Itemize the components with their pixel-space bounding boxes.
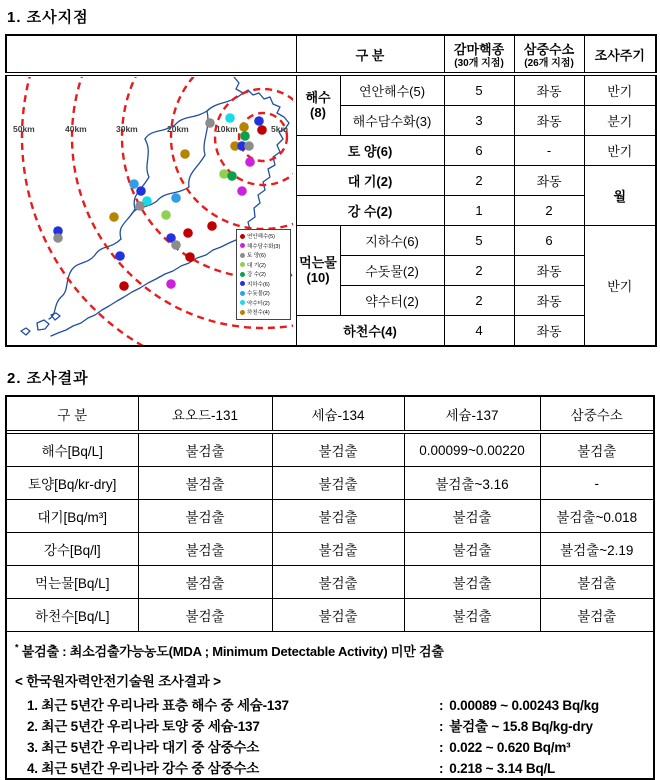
kins-item-separator: :	[439, 761, 444, 776]
sample-point	[207, 221, 217, 231]
cell-air-gamma: 2	[444, 166, 514, 196]
cell-ground-gamma: 5	[444, 226, 514, 256]
legend-item	[240, 289, 289, 299]
sample-point	[136, 186, 146, 196]
col-gamma	[444, 35, 514, 74]
sample-point	[171, 193, 181, 203]
row-soil-iodine: 불검출	[138, 467, 272, 500]
legend-label: 해수담수화(3)	[247, 243, 281, 250]
kins-item-label: 1. 최근 5년간 우리나라 표층 해수 중 세슘-137	[27, 698, 289, 713]
kins-title: < 한국원자력안전기술원 조사결과 >	[15, 674, 221, 689]
kins-item-value: 0.022 ~ 0.620 Bq/m³	[449, 740, 571, 755]
sample-point	[244, 141, 254, 151]
kins-item	[15, 715, 649, 736]
cell-tap-name: 수돗물(2)	[340, 256, 444, 286]
result-col-cs137: 세슘-137	[404, 397, 540, 432]
cell-air-tritium: 좌동	[514, 166, 584, 196]
cell-soil-tritium: -	[514, 136, 584, 166]
row-river-cs134: 불검출	[272, 599, 404, 632]
cell-soil-cycle: 반기	[584, 136, 656, 166]
kins-item-label: 4. 최근 5년간 우리나라 강수 중 삼중수소	[27, 761, 260, 776]
col-tritium-sub: (26개 지점)	[524, 58, 574, 69]
cell-river-tritium: 좌동	[514, 316, 584, 347]
section2-title: 2. 조사결과	[7, 370, 89, 387]
legend-item	[240, 251, 289, 261]
col-cycle: 조사주기	[584, 35, 656, 74]
legend-dot-icon	[240, 253, 245, 258]
kins-item-label: 3. 최근 5년간 우리나라 대기 중 삼중수소	[27, 740, 260, 755]
survey-table	[5, 34, 657, 347]
row-river-tritium: 불검출	[540, 599, 653, 632]
cell-spring-gamma: 2	[444, 286, 514, 316]
row-rain-cs134: 불검출	[272, 533, 404, 566]
cell-tap-gamma: 2	[444, 256, 514, 286]
distance-label: 50km	[13, 123, 35, 134]
kins-item-value: 불검출 ~ 15.8 Bq/kg-dry	[449, 719, 593, 734]
sample-point	[129, 179, 139, 189]
group-drinking-count: (10)	[306, 269, 330, 285]
result-col-tritium: 삼중수소	[540, 397, 653, 432]
cell-air-rain-cycle: 월	[584, 166, 656, 226]
legend-dot-icon	[240, 272, 245, 277]
cell-yeonan-tritium: 좌동	[514, 74, 584, 106]
cell-yeonan-gamma: 5	[444, 74, 514, 106]
sample-point	[245, 157, 255, 167]
result-table	[7, 397, 653, 632]
group-haesu	[296, 74, 340, 136]
sample-point	[240, 131, 250, 141]
sample-point	[227, 171, 237, 181]
kins-item-value: 0.00089 ~ 0.00243 Bq/kg	[449, 698, 599, 713]
sample-point	[161, 210, 171, 220]
row-seawater-tritium: 불검출	[540, 432, 653, 467]
survey-map	[7, 77, 293, 345]
cell-rain-gamma: 1	[444, 196, 514, 226]
result-col-cs134: 세슘-134	[272, 397, 404, 432]
distance-label: 20km	[167, 123, 189, 134]
sample-point	[119, 281, 129, 291]
map-header-cell	[6, 35, 296, 74]
row-air-iodine: 불검출	[138, 500, 272, 533]
cell-soil-gamma: 6	[444, 136, 514, 166]
cell-drink-cycle: 반기	[584, 226, 656, 347]
row-rain-iodine: 불검출	[138, 533, 272, 566]
legend-item	[240, 298, 289, 308]
cell-tap-tritium: 좌동	[514, 256, 584, 286]
sample-point	[109, 212, 119, 222]
cell-soil-name: 토 양(6)	[296, 136, 444, 166]
sample-point	[135, 201, 145, 211]
legend-label: 지하수(6)	[247, 281, 270, 288]
sample-point	[185, 252, 195, 262]
legend-item	[240, 270, 289, 280]
sample-point	[180, 149, 190, 159]
col-gamma-label: 감마핵종	[453, 42, 505, 57]
result-col-gubun: 구 분	[7, 397, 138, 432]
map-legend	[236, 229, 291, 321]
section1-title: 1. 조사지점	[7, 9, 89, 26]
legend-label: 약수터(2)	[247, 300, 270, 307]
kins-item	[15, 694, 649, 715]
cell-spring-name: 약수터(2)	[340, 286, 444, 316]
cell-damsu-name: 해수담수화(3)	[340, 106, 444, 136]
sample-point	[171, 240, 181, 250]
row-air-cs137: 불검출	[404, 500, 540, 533]
cell-river-gamma: 4	[444, 316, 514, 347]
legend-label: 하천수(4)	[247, 310, 270, 317]
group-drinking	[296, 226, 340, 316]
group-haesu-count: (8)	[310, 104, 326, 120]
legend-label: 강 수(2)	[247, 272, 266, 279]
sample-point	[257, 125, 267, 135]
kins-results	[7, 662, 653, 778]
row-soil-tritium: -	[540, 467, 653, 500]
map-cell	[6, 74, 296, 346]
kins-item-separator: :	[439, 740, 444, 755]
sample-point	[166, 279, 176, 289]
cell-spring-tritium: 좌동	[514, 286, 584, 316]
legend-label: 토 양(6)	[247, 253, 266, 260]
row-seawater-label: 해수[Bq/L]	[7, 432, 138, 467]
row-rain-tritium: 불검출~2.19	[540, 533, 653, 566]
row-rain-cs137: 불검출	[404, 533, 540, 566]
kins-item	[15, 757, 649, 778]
sample-point	[53, 233, 63, 243]
kins-item-separator: :	[439, 698, 444, 713]
col-gubun: 구 분	[296, 35, 444, 74]
result-col-iodine: 요오드-131	[138, 397, 272, 432]
row-soil-cs137: 불검출~3.16	[404, 467, 540, 500]
row-air-tritium: 불검출~0.018	[540, 500, 653, 533]
sample-point	[254, 116, 264, 126]
row-seawater-iodine: 불검출	[138, 432, 272, 467]
row-river-label: 하천수[Bq/L]	[7, 599, 138, 632]
row-air-label: 대기[Bq/m³]	[7, 500, 138, 533]
cell-damsu-tritium: 좌동	[514, 106, 584, 136]
cell-air-name: 대 기(2)	[296, 166, 444, 196]
cell-yeonan-name: 연안해수(5)	[340, 74, 444, 106]
cell-damsu-gamma: 3	[444, 106, 514, 136]
cell-yeonan-cycle: 반기	[584, 74, 656, 106]
sample-point	[219, 169, 229, 179]
distance-label: 5km	[271, 123, 289, 134]
cell-rain-tritium: 2	[514, 196, 584, 226]
row-soil-label: 토양[Bq/kr-dry]	[7, 467, 138, 500]
legend-item	[240, 232, 289, 242]
results-box	[5, 395, 655, 780]
row-drink-cs137: 불검출	[404, 566, 540, 599]
legend-dot-icon	[240, 234, 245, 239]
sample-point	[115, 251, 125, 261]
row-rain-label: 강수[Bq/l]	[7, 533, 138, 566]
row-drink-label: 먹는물[Bq/L]	[7, 566, 138, 599]
cell-damsu-cycle: 분기	[584, 106, 656, 136]
row-air-cs134: 불검출	[272, 500, 404, 533]
row-drink-tritium: 불검출	[540, 566, 653, 599]
footnote-marker: *	[15, 642, 19, 653]
distance-label: 10km	[216, 123, 238, 134]
legend-dot-icon	[240, 281, 245, 286]
col-tritium-label: 삼중수소	[523, 42, 575, 57]
distance-label: 40km	[65, 123, 87, 134]
cell-ground-name: 지하수(6)	[340, 226, 444, 256]
row-seawater-cs137: 0.00099~0.00220	[404, 432, 540, 467]
cell-ground-tritium: 6	[514, 226, 584, 256]
row-drink-iodine: 불검출	[138, 566, 272, 599]
sample-point	[225, 113, 235, 123]
group-haesu-label: 해수	[305, 89, 331, 105]
legend-dot-icon	[240, 310, 245, 315]
group-drinking-label: 먹는물	[299, 254, 337, 270]
legend-dot-icon	[240, 243, 245, 248]
sample-point	[239, 122, 249, 132]
legend-item	[240, 241, 289, 251]
legend-label: 대 기(2)	[247, 262, 266, 269]
row-seawater-cs134: 불검출	[272, 432, 404, 467]
legend-dot-icon	[240, 262, 245, 267]
row-soil-cs134: 불검출	[272, 467, 404, 500]
mda-footnote	[7, 632, 653, 662]
legend-label: 연안해수(5)	[247, 234, 275, 241]
col-gamma-sub: (30개 지점)	[454, 58, 504, 69]
cell-river-name: 하천수(4)	[296, 316, 444, 347]
kins-item-label: 2. 최근 5년간 우리나라 토양 중 세슘-137	[27, 719, 260, 734]
kins-item	[15, 736, 649, 757]
kins-item-value: 0.218 ~ 3.14 Bq/L	[449, 761, 556, 776]
sample-point	[237, 186, 247, 196]
legend-dot-icon	[240, 300, 245, 305]
kins-item-separator: :	[439, 719, 444, 734]
row-drink-cs134: 불검출	[272, 566, 404, 599]
legend-label: 수돗물(2)	[247, 291, 270, 298]
legend-item	[240, 260, 289, 270]
legend-dot-icon	[240, 291, 245, 296]
footnote-text: 불검출 : 최소검출가능농도(MDA ; Minimum Detectable Activity) 미만 검출	[21, 644, 444, 659]
row-river-iodine: 불검출	[138, 599, 272, 632]
col-tritium	[514, 35, 584, 74]
row-river-cs137: 불검출	[404, 599, 540, 632]
sample-point	[205, 118, 215, 128]
cell-rain-name: 강 수(2)	[296, 196, 444, 226]
sample-point	[183, 228, 193, 238]
legend-item	[240, 279, 289, 289]
distance-label: 30km	[116, 123, 138, 134]
legend-item	[240, 308, 289, 318]
